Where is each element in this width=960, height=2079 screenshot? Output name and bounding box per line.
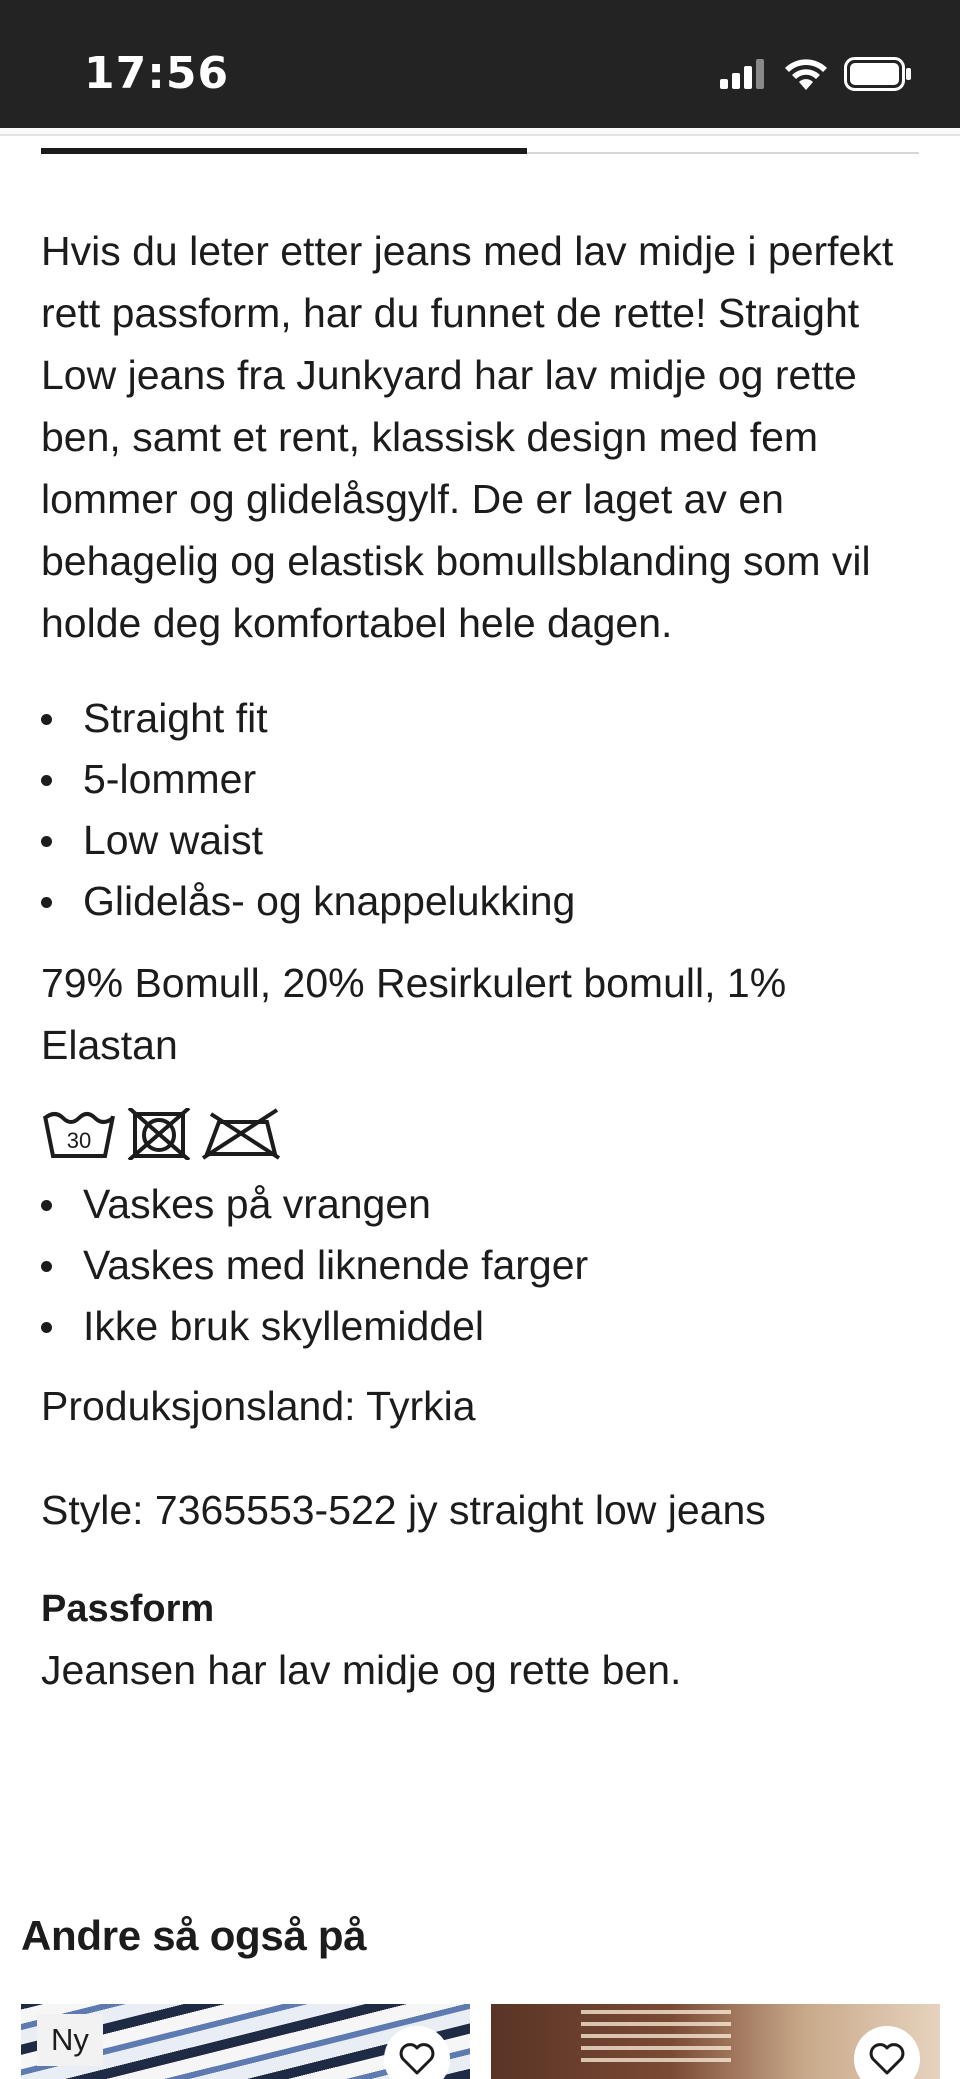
heart-icon bbox=[869, 2043, 905, 2075]
care-instruction-item: Ikke bruk skyllemiddel bbox=[41, 1296, 921, 1357]
product-image bbox=[581, 2010, 731, 2070]
status-bar bbox=[0, 0, 960, 128]
feature-item: Low waist bbox=[41, 810, 921, 871]
tab-active-indicator bbox=[41, 148, 527, 154]
wifi-icon bbox=[784, 58, 828, 90]
wash-30-icon bbox=[41, 1108, 117, 1160]
page-header-edge bbox=[0, 128, 960, 136]
production-country: Produksjonsland: Tyrkia bbox=[41, 1383, 476, 1429]
feature-item: Straight fit bbox=[41, 688, 921, 749]
no-iron-icon bbox=[201, 1108, 281, 1160]
style-number: Style: 7365553-522 jy straight low jeans bbox=[41, 1487, 766, 1533]
wash-temp-label: 30 bbox=[66, 1128, 92, 1153]
status-time: 17:56 bbox=[84, 48, 230, 99]
product-description bbox=[41, 220, 921, 1701]
no-tumble-dry-icon bbox=[127, 1108, 191, 1160]
fit-text: Jeansen har lav midje og rette ben. bbox=[41, 1647, 682, 1693]
fit-heading: Passform bbox=[41, 1588, 215, 1630]
recommendations-title: Andre så også på bbox=[21, 1912, 367, 1959]
material-composition: 79% Bomull, 20% Resirkulert bomull, 1% Elastan bbox=[41, 960, 787, 1068]
favorite-button[interactable] bbox=[384, 2026, 450, 2079]
care-instructions-list bbox=[41, 1174, 921, 1357]
status-icons bbox=[720, 52, 912, 96]
favorite-button[interactable] bbox=[854, 2026, 920, 2079]
care-symbols bbox=[41, 1106, 921, 1162]
product-card[interactable] bbox=[491, 2004, 940, 2079]
heart-icon bbox=[399, 2043, 435, 2075]
new-badge: Ny bbox=[37, 2014, 103, 2066]
product-card[interactable] bbox=[21, 2004, 470, 2079]
care-instruction-item: Vaskes med liknende farger bbox=[41, 1235, 921, 1296]
description-paragraph: Hvis du leter etter jeans med lav midje i perfekt rett passform, har du funnet de rette! Straight Low jeans fra Junkyard har lav midje og rette ben, samt et rent, klassisk design med fem lommer og glidelåsgylf. De er laget av en behagelig og elastisk bomullsblanding som vil holde deg komfortabel hele dagen. bbox=[41, 228, 894, 646]
feature-item: Glidelås- og knappelukking bbox=[41, 871, 921, 932]
battery-icon bbox=[844, 57, 912, 91]
feature-list bbox=[41, 688, 921, 932]
feature-item: 5-lommer bbox=[41, 749, 921, 810]
care-instruction-item: Vaskes på vrangen bbox=[41, 1174, 921, 1235]
signal-icon bbox=[720, 59, 768, 89]
